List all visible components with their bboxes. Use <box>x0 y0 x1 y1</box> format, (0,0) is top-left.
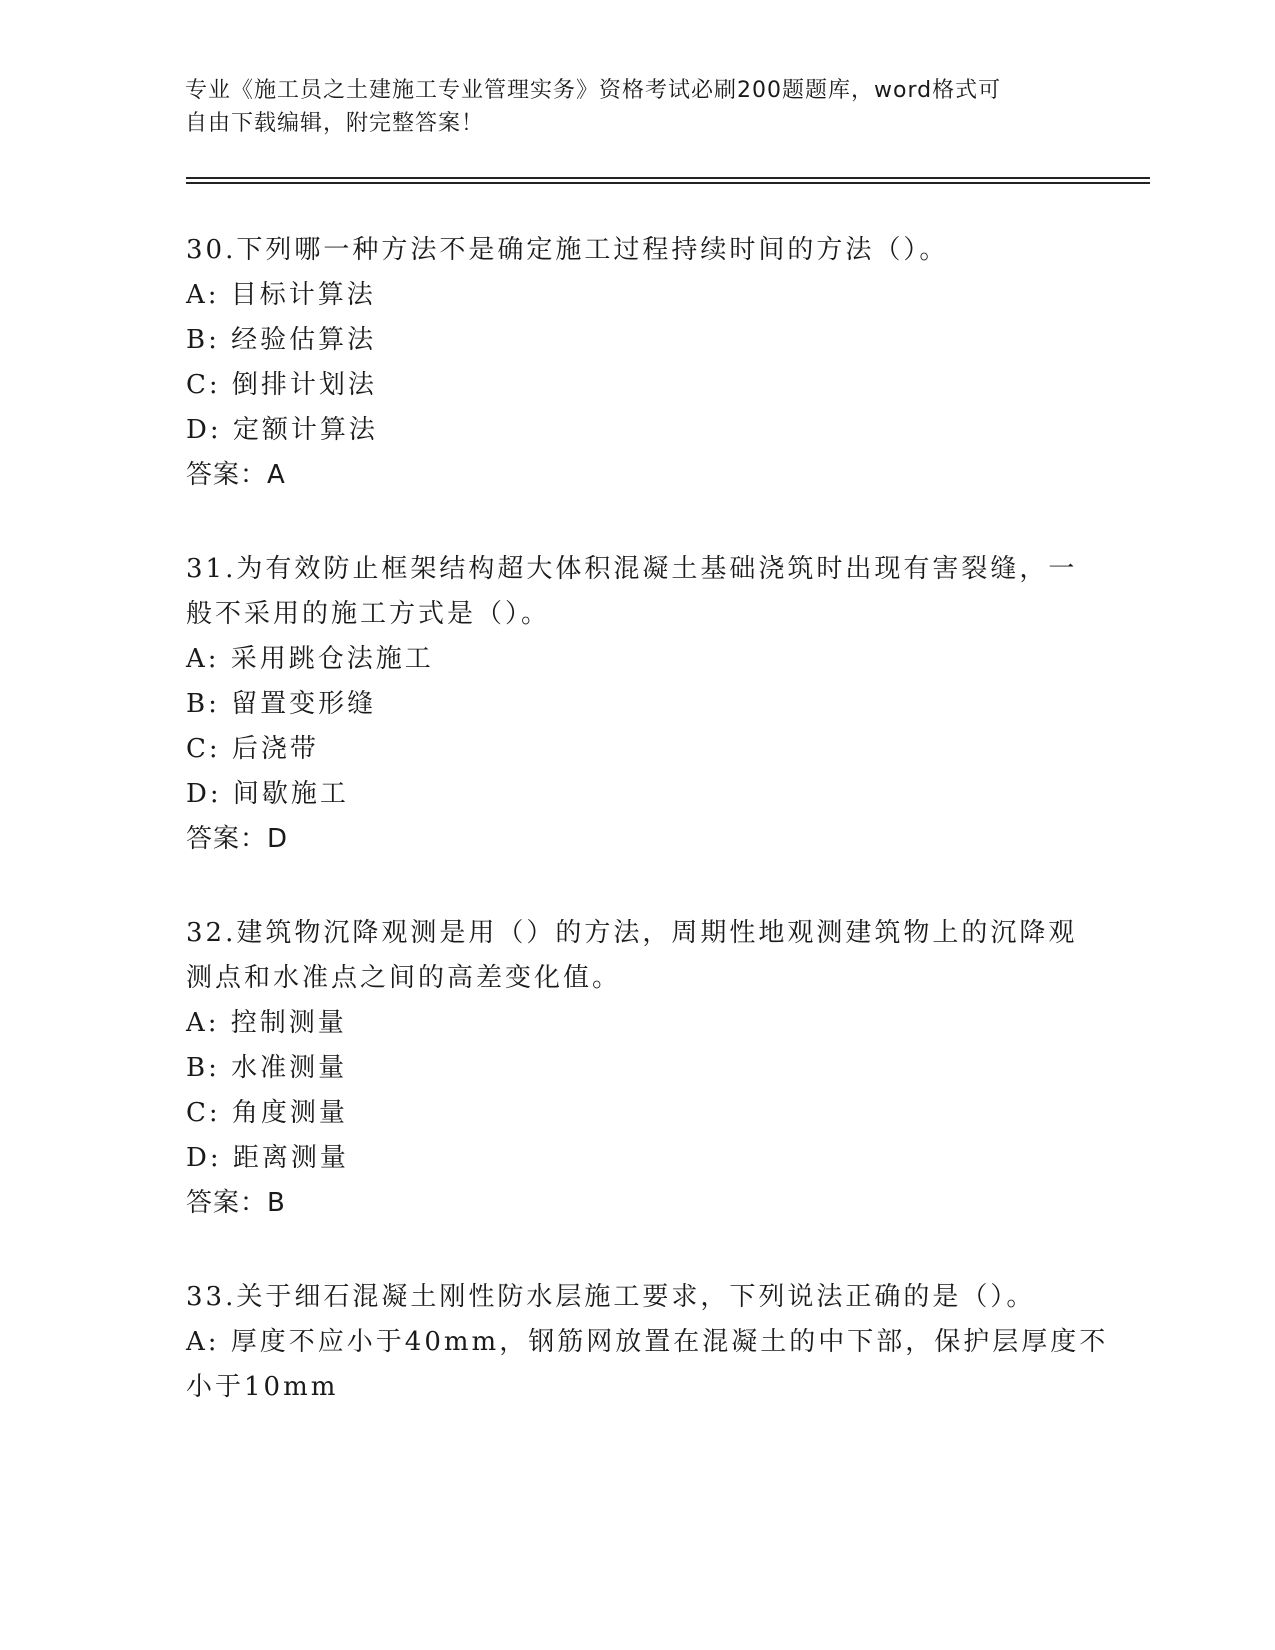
option-d: D: 间歇施工 <box>186 779 349 809</box>
option-b: B: 留置变形缝 <box>186 689 377 719</box>
question-text: 31.为有效防止框架结构超大体积混凝土基础浇筑时出现有害裂缝，一 <box>186 554 1078 584</box>
option-d: D: 距离测量 <box>186 1143 349 1173</box>
option-a: A: 厚度不应小于40mm，钢筋网放置在混凝土的中下部，保护层厚度不 <box>186 1327 1109 1357</box>
option-a: A: 目标计算法 <box>186 280 376 310</box>
answer-value: B <box>267 1188 286 1218</box>
question-32 <box>186 911 1086 1226</box>
header-divider-bottom <box>186 182 1150 184</box>
question-text: 33.关于细石混凝土刚性防水层施工要求，下列说法正确的是（）。 <box>186 1282 1036 1312</box>
header-line-2: 自由下载编辑，附完整答案！ <box>185 111 485 136</box>
answer-label: 答案： <box>186 1188 268 1218</box>
answer-line <box>186 453 1086 498</box>
answer-label: 答案： <box>186 460 268 490</box>
option-a-cont: 小于10mm <box>186 1372 339 1402</box>
option-c: C: 角度测量 <box>186 1098 348 1128</box>
answer-line <box>186 1181 1086 1226</box>
header-line-1: 专业《施工员之土建施工专业管理实务》资格考试必刷200题题库，word格式可 <box>185 78 1002 103</box>
answer-value: D <box>267 824 289 854</box>
option-a: A: 控制测量 <box>186 1008 347 1038</box>
header-divider-top <box>186 177 1150 179</box>
question-text: 32.建筑物沉降观测是用（）的方法，周期性地观测建筑物上的沉降观 <box>186 918 1078 948</box>
option-c: C: 倒排计划法 <box>186 370 377 400</box>
option-c: C: 后浇带 <box>186 734 319 764</box>
option-a: A: 采用跳仓法施工 <box>186 644 434 674</box>
option-b: B: 经验估算法 <box>186 325 377 355</box>
answer-value: A <box>267 460 286 490</box>
option-b: B: 水准测量 <box>186 1053 348 1083</box>
answer-label: 答案： <box>186 824 268 854</box>
option-d: D: 定额计算法 <box>186 415 378 445</box>
document-header <box>185 74 1065 140</box>
question-30 <box>186 228 1086 498</box>
question-31 <box>186 547 1086 862</box>
question-text-cont: 般不采用的施工方式是（）。 <box>186 599 551 629</box>
question-33 <box>186 1275 1109 1410</box>
answer-line <box>186 817 1086 862</box>
question-text-cont: 测点和水准点之间的高差变化值。 <box>186 963 622 993</box>
question-text: 30.下列哪一种方法不是确定施工过程持续时间的方法（）。 <box>186 235 949 265</box>
